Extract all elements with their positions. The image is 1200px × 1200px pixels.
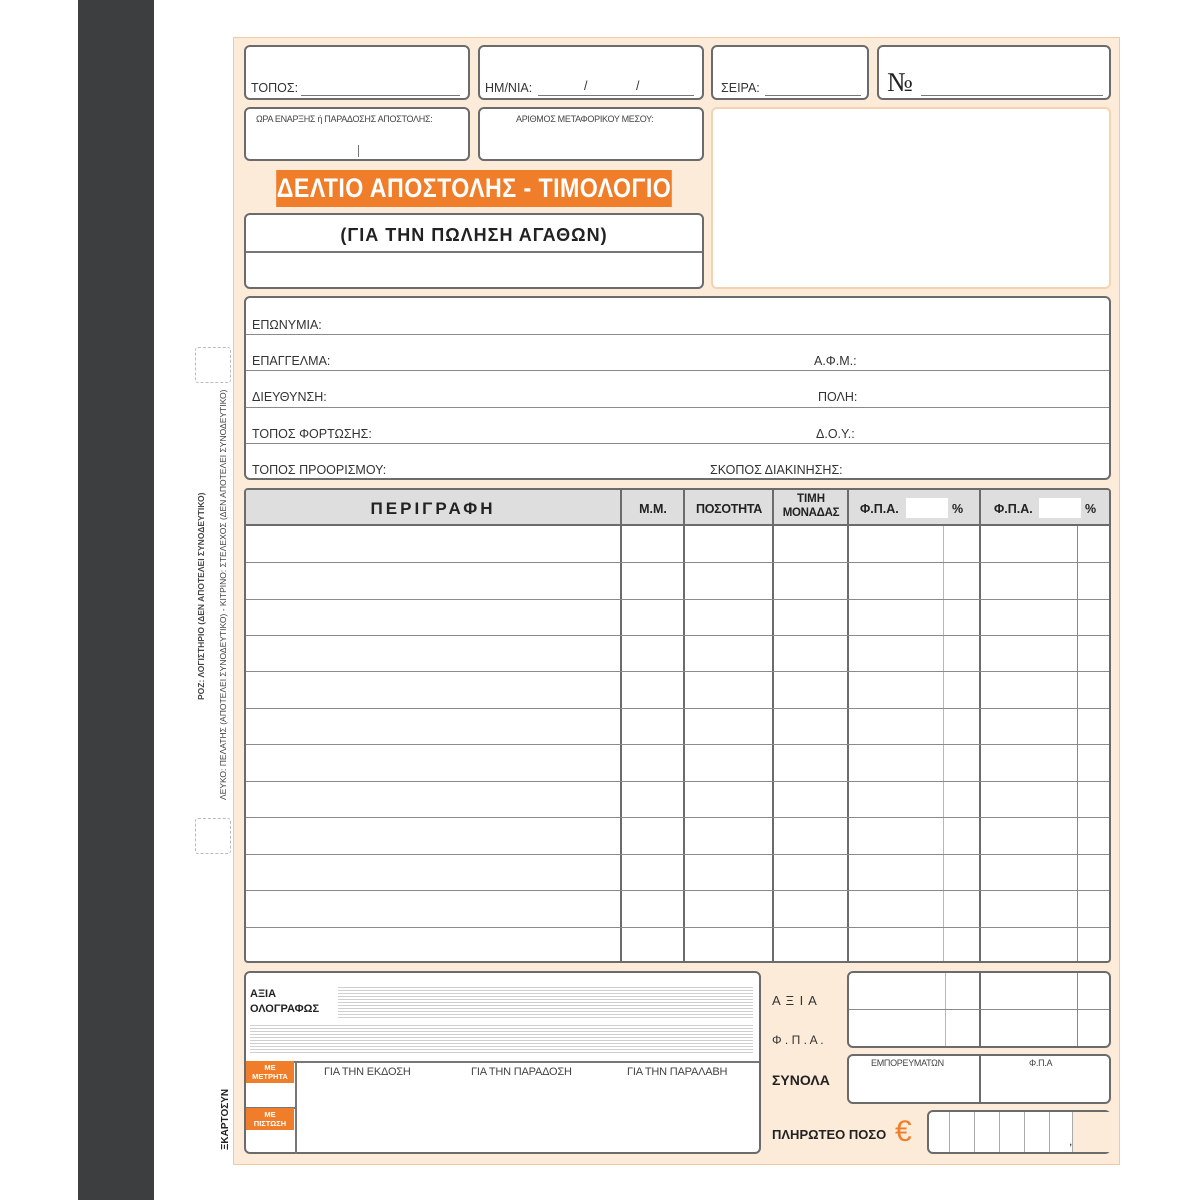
amount-in-words-label-1: ΑΞΙΑ — [250, 988, 277, 1000]
col-separator — [979, 490, 981, 963]
series-line — [765, 95, 861, 96]
movement-purpose-label: ΣΚΟΠΟΣ ΔΙΑΚΙΝΗΣΗΣ: — [710, 463, 843, 477]
date-line — [538, 95, 694, 96]
subtitle-box — [244, 213, 704, 289]
tax-office-label: Δ.Ο.Υ.: — [816, 427, 855, 441]
cents-field[interactable] — [1072, 1112, 1111, 1152]
perforation-mark-bottom — [195, 818, 231, 854]
date-separator-2: / — [636, 79, 640, 93]
cash-payment-label-1: ΜΕ — [264, 1063, 276, 1072]
payable-amount-label: ΠΛΗΡΩΤΕΟ ΠΟΣΟ — [772, 1127, 887, 1142]
decimal-comma: , — [1069, 1134, 1073, 1148]
customer-row-rule — [246, 334, 1109, 335]
table-row[interactable] — [246, 635, 1109, 636]
euro-icon: € — [895, 1115, 912, 1148]
signature-divider — [246, 1061, 759, 1063]
totals-label: ΣΥΝΟΛΑ — [772, 1072, 830, 1088]
copy-distribution-note-1: ΡΟΖ: ΛΟΓΙΣΤΗΡΙΟ (ΔΕΝ ΑΠΟΤΕΛΕΙ ΣΥΝΟΔΕΥΤΙΚΟ) — [196, 492, 206, 700]
vat-small-label: Φ.Π.Α — [1029, 1058, 1053, 1068]
document-subtitle: (ΓΙΑ ΤΗΝ ΠΩΛΗΣΗ ΑΓΑΘΩΝ) — [340, 225, 608, 245]
customer-row-rule — [246, 443, 1109, 444]
table-row[interactable] — [246, 781, 1109, 782]
digit-separator — [949, 1112, 950, 1152]
totals-value-vat-box[interactable] — [847, 971, 1111, 1048]
start-time-label: ΩΡΑ ΕΝΑΡΞΗΣ ή ΠΑΡΑΔΟΣΗΣ ΑΠΟΣΤΟΛΗΣ: — [256, 114, 433, 124]
place-label: ΤΟΠΟΣ: — [251, 81, 299, 95]
binding-spine — [78, 0, 154, 1200]
col-vat1-pct: % — [952, 502, 964, 516]
date-box[interactable] — [478, 45, 704, 100]
vehicle-label: ΑΡΙΘΜΟΣ ΜΕΤΑΦΟΡΙΚΟΥ ΜΕΣΟΥ: — [516, 114, 654, 124]
col-unit-header: Μ.Μ. — [639, 502, 667, 516]
credit-payment-label-1: ΜΕ — [264, 1110, 276, 1119]
table-row[interactable] — [246, 744, 1109, 745]
amount-in-words-label-2: ΟΛΟΓΡΑΦΩΣ — [250, 1003, 320, 1015]
start-time-box[interactable] — [244, 107, 470, 161]
payable-amount-box[interactable] — [927, 1110, 1111, 1154]
signature-box[interactable] — [244, 971, 761, 1154]
merchandise-label: ΕΜΠΟΡΕΥΜΑΤΩΝ — [871, 1058, 944, 1068]
vat2-rate-field[interactable] — [1039, 498, 1081, 518]
digit-separator — [1024, 1112, 1025, 1152]
credit-payment-label-2: ΠΙΣΤΩΣΗ — [253, 1119, 287, 1128]
totals-row-rule — [849, 1009, 1109, 1010]
issuer-signature-label: ΓΙΑ ΤΗΝ ΕΚΔΟΣΗ — [324, 1066, 411, 1078]
col-vat1-header: Φ.Π.Α. — [860, 502, 899, 516]
customer-address-label: ΔΙΕΥΘΥΝΣΗ: — [252, 390, 327, 404]
table-row[interactable] — [246, 671, 1109, 672]
col-vat2-header: Φ.Π.Α. — [994, 502, 1033, 516]
col-unit-price-header-2: ΜΟΝΑΔΑΣ — [782, 507, 840, 519]
delivery-signature-label: ΓΙΑ ΤΗΝ ΠΑΡΑΔΟΣΗ — [471, 1066, 572, 1078]
table-row[interactable] — [246, 890, 1109, 891]
customer-city-label: ΠΟΛΗ: — [818, 390, 858, 404]
customer-row-rule — [246, 407, 1109, 408]
col-unit-price-header-1: ΤΙΜΗ — [796, 493, 826, 505]
col-vat2-pct: % — [1085, 502, 1097, 516]
vat1-rate-field[interactable] — [906, 498, 948, 518]
col-separator — [683, 490, 685, 963]
number-box[interactable] — [877, 45, 1111, 100]
table-row[interactable] — [246, 708, 1109, 709]
items-table[interactable] — [244, 488, 1111, 963]
number-label: № — [887, 67, 913, 97]
totals-summary-box[interactable] — [847, 1054, 1111, 1104]
loading-place-label: ΤΟΠΟΣ ΦΟΡΤΩΣΗΣ: — [252, 427, 372, 441]
series-box[interactable] — [711, 45, 869, 100]
customer-vat-label: Α.Φ.Μ.: — [814, 354, 857, 368]
number-line — [921, 95, 1103, 96]
amount-in-words-field[interactable] — [338, 987, 753, 1019]
customer-details-box[interactable] — [244, 296, 1111, 480]
col-separator — [620, 490, 622, 963]
customer-row-rule — [246, 370, 1109, 371]
credit-payment-tab[interactable] — [246, 1108, 294, 1130]
document-title: ΔΕΛΤΙΟ ΑΠΟΣΤΟΛΗΣ - ΤΙΜΟΛΟΓΙΟ — [276, 170, 672, 207]
copy-distribution-note-2: ΛΕΥΚΟ: ΠΕΛΑΤΗΣ (ΑΠΟΤΕΛΕΙ ΣΥΝΟΔΕΥΤΙΚΟ) - ΚΙΤΡΙΝΟ: ΣΤΕΛΕΧΟΣ (ΔΕΝ ΑΠΟΤΕΛΕΙ ΣΥΝΟΔΕΥΤΙΚΟ) — [218, 389, 228, 800]
col-separator — [847, 490, 849, 963]
time-separator — [358, 145, 359, 157]
col-separator — [772, 490, 774, 963]
date-separator-1: / — [584, 79, 588, 93]
vehicle-box[interactable] — [478, 107, 704, 161]
issuer-stamp-area[interactable] — [711, 107, 1111, 289]
table-row[interactable] — [246, 562, 1109, 563]
perforation-mark-top — [195, 347, 231, 383]
vat-total-label: Φ . Π . Α . — [772, 1033, 824, 1047]
table-row[interactable] — [246, 927, 1109, 928]
place-line — [301, 95, 460, 96]
cash-payment-label-2: ΜΕΤΡΗΤΑ — [252, 1072, 288, 1081]
totals-col-separator — [979, 1056, 981, 1102]
col-description-header: ΠΕΡΙΓΡΑΦΗ — [370, 499, 496, 518]
destination-label: ΤΟΠΟΣ ΠΡΟΟΡΙΣΜΟΥ: — [252, 463, 387, 477]
table-row[interactable] — [246, 599, 1109, 600]
receipt-signature-label: ΓΙΑ ΤΗΝ ΠΑΡΑΛΑΒΗ — [627, 1066, 728, 1078]
cash-payment-tab[interactable] — [246, 1061, 294, 1083]
customer-profession-label: ΕΠΑΓΓΕΛΜΑ: — [252, 354, 331, 368]
subtitle-divider — [246, 251, 702, 253]
digit-separator — [999, 1112, 1000, 1152]
place-box[interactable] — [244, 45, 470, 100]
series-label: ΣΕΙΡΑ: — [721, 81, 760, 95]
table-row[interactable] — [246, 817, 1109, 818]
digit-separator — [974, 1112, 975, 1152]
date-label: ΗΜ/ΝΙΑ: — [485, 81, 533, 95]
amount-in-words-field-2[interactable] — [250, 1025, 753, 1055]
brand-logo: ΞΚΑΡΤΟΣΥΝ — [220, 1088, 231, 1150]
value-total-label: Α Ξ Ι Α — [772, 993, 818, 1008]
col-quantity-header: ΠΟΣΟΤΗΤΑ — [696, 502, 762, 516]
customer-name-label: ΕΠΩΝΥΜΙΑ: — [252, 318, 322, 332]
digit-separator — [1049, 1112, 1050, 1152]
table-row[interactable] — [246, 854, 1109, 855]
